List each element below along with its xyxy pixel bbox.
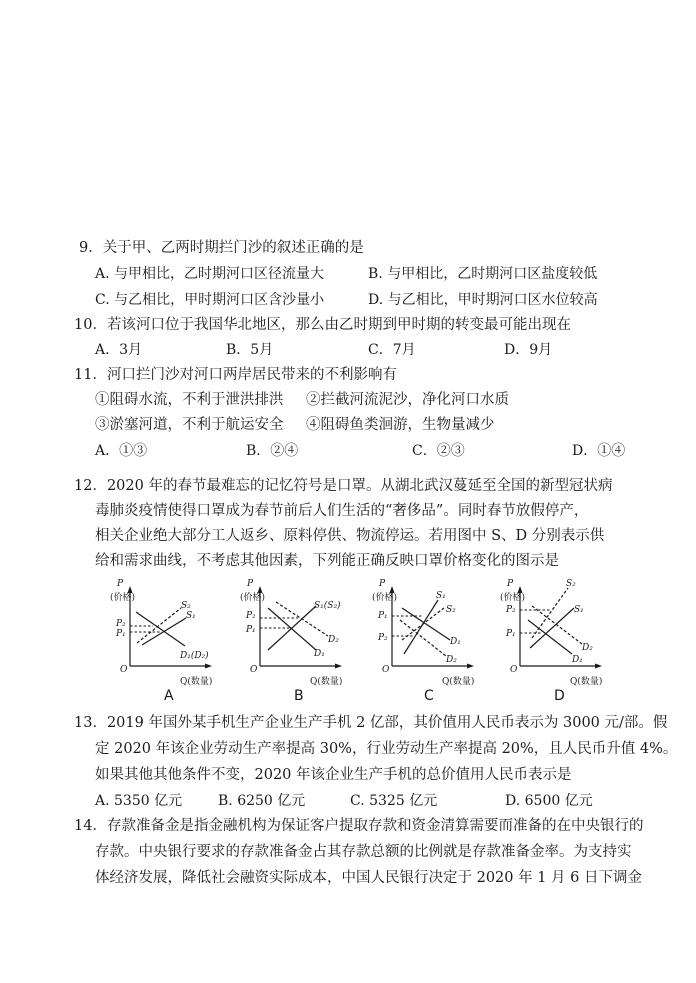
svg-text:P: P: [247, 579, 254, 589]
q11-statement-4: ④阻碍鱼类洄游，生物量减少: [306, 417, 495, 433]
q11-option-a: A．①③: [95, 443, 148, 459]
q13-line-3: 如果其他其他条件不变，2020 年该企业生产手机的总价值用人民币表示是: [95, 767, 572, 783]
q10-option-b: B．5月: [226, 342, 274, 358]
q13-option-d: D. 6500 亿元: [505, 793, 593, 809]
supply-demand-graph-d: [498, 578, 628, 704]
q13-line-1: 13．2019 年国外某手机生产企业生产手机 2 亿部，其价值用人民币表示为 3000 元/部。假: [74, 715, 668, 731]
svg-text:P: P: [507, 579, 514, 589]
q11-option-c: C．②③: [412, 443, 465, 459]
axis-q-label: Q(数量): [180, 677, 213, 687]
svg-text:P₂: P₂: [506, 605, 516, 615]
svg-text:S₁: S₁: [436, 591, 446, 601]
q11-option-d: D．①④: [572, 443, 626, 459]
svg-text:S₁(S₂): S₁(S₂): [314, 601, 341, 611]
svg-text:D₁: D₁: [450, 637, 461, 647]
q9-option-a: A. 与甲相比，乙时期河口区径流量大: [95, 266, 325, 282]
supply-demand-graph-c: [370, 578, 500, 704]
svg-text:S₂: S₂: [446, 605, 456, 615]
svg-text:Q(数量): Q(数量): [442, 677, 475, 687]
svg-text:Q(数量): Q(数量): [310, 677, 343, 687]
q13-option-b: B. 6250 亿元: [218, 793, 306, 809]
q12-line-3: 相关企业绝大部分工人返乡、原料停供、物流停运。若用图中 S、D 分别表示供: [95, 528, 605, 544]
q10-option-a: A．3月: [95, 342, 143, 358]
p1-label: P₁: [116, 629, 126, 639]
q13-line-2: 定 2020 年该企业劳动生产率提高 30%，行业劳动生产率提高 20%，且人民币升值 4%。: [95, 741, 678, 757]
q9-option-c: C. 与乙相比，甲时期河口区含沙量小: [95, 292, 325, 308]
q14-line-2: 存款。中央银行要求的存款准备金占其存款总额的比例就是存款准备金率。为支持实: [95, 844, 632, 860]
graph-c-label: C: [424, 688, 434, 704]
q9-option-d: D. 与乙相比，甲时期河口区水位较高: [368, 292, 598, 308]
q11-statement-2: ②拦截河流泥沙，净化河口水质: [306, 392, 509, 408]
axis-p-label: P: [117, 579, 124, 589]
graph-d-label: D: [554, 688, 565, 704]
svg-text:S₂: S₂: [566, 579, 576, 589]
svg-text:(价格): (价格): [372, 593, 398, 603]
svg-text:O: O: [382, 665, 390, 675]
q13-option-a: A. 5350 亿元: [95, 793, 183, 809]
q11-statement-3: ③淤塞河道，不利于航运安全: [95, 417, 284, 433]
q10-option-d: D．9月: [504, 342, 553, 358]
svg-text:P₂: P₂: [378, 633, 388, 643]
svg-text:O: O: [510, 665, 518, 675]
svg-text:(价格): (价格): [500, 593, 526, 603]
q10-option-c: C．7月: [368, 342, 416, 358]
origin-label: O: [120, 665, 128, 675]
supply-demand-graph-a: [108, 578, 238, 704]
q9-stem: 9．关于甲、乙两时期拦门沙的叙述正确的是: [79, 240, 364, 256]
s2-label: S₂: [181, 601, 191, 611]
q13-option-c: C. 5325 亿元: [350, 793, 438, 809]
svg-text:P₁: P₁: [378, 611, 388, 621]
svg-text:D₁: D₁: [314, 649, 325, 659]
svg-text:P₁: P₁: [506, 629, 516, 639]
p2-label: P₂: [116, 619, 126, 629]
svg-text:D₂: D₂: [328, 635, 339, 645]
q12-line-4: 给和需求曲线，不考虑其他因素，下列能正确反映口罩价格变化的图示是: [95, 553, 559, 569]
s1-label: S₁: [186, 611, 196, 621]
graph-b-label: B: [294, 688, 304, 704]
svg-text:D₂: D₂: [582, 643, 593, 653]
axis-price-label: (价格): [110, 593, 136, 603]
svg-text:D₁: D₁: [572, 655, 583, 665]
q12-line-2: 毒肺炎疫情使得口罩成为春节前后人们生活的“奢侈品”。同时春节放假停产，: [95, 503, 589, 519]
svg-text:(价格): (价格): [240, 593, 266, 603]
svg-text:S₁: S₁: [574, 605, 584, 615]
supply-demand-graph-b: [238, 578, 368, 704]
q9-option-b: B. 与甲相比，乙时期河口区盐度较低: [368, 266, 598, 282]
svg-text:P₂: P₂: [246, 611, 256, 621]
q11-option-b: B．②④: [246, 443, 299, 459]
svg-text:P: P: [379, 579, 386, 589]
q11-stem: 11．河口拦门沙对河口两岸居民带来的不利影响有: [74, 367, 397, 383]
q14-line-3: 体经济发展，降低社会融资实际成本，中国人民银行决定于 2020 年 1 月 6 日下调金: [95, 870, 643, 886]
svg-text:O: O: [250, 665, 258, 675]
d-label: D₁(D₂): [180, 651, 209, 661]
svg-text:P₁: P₁: [246, 625, 256, 635]
q14-line-1: 14．存款准备金是指金融机构为保证客户提取存款和资金清算需要而准备的在中央银行的: [74, 818, 644, 834]
q10-stem: 10．若该河口位于我国华北地区，那么由乙时期到甲时期的转变最可能出现在: [74, 317, 571, 333]
svg-text:D₂: D₂: [446, 655, 457, 665]
graph-a-label: A: [164, 688, 174, 704]
svg-text:Q(数量): Q(数量): [570, 677, 603, 687]
q12-line-1: 12．2020 年的春节最难忘的记忆符号是口罩。从湖北武汉蔓延至全国的新型冠状病: [74, 478, 613, 494]
q11-statement-1: ①阻碍水流，不利于泄洪排洪: [95, 392, 284, 408]
